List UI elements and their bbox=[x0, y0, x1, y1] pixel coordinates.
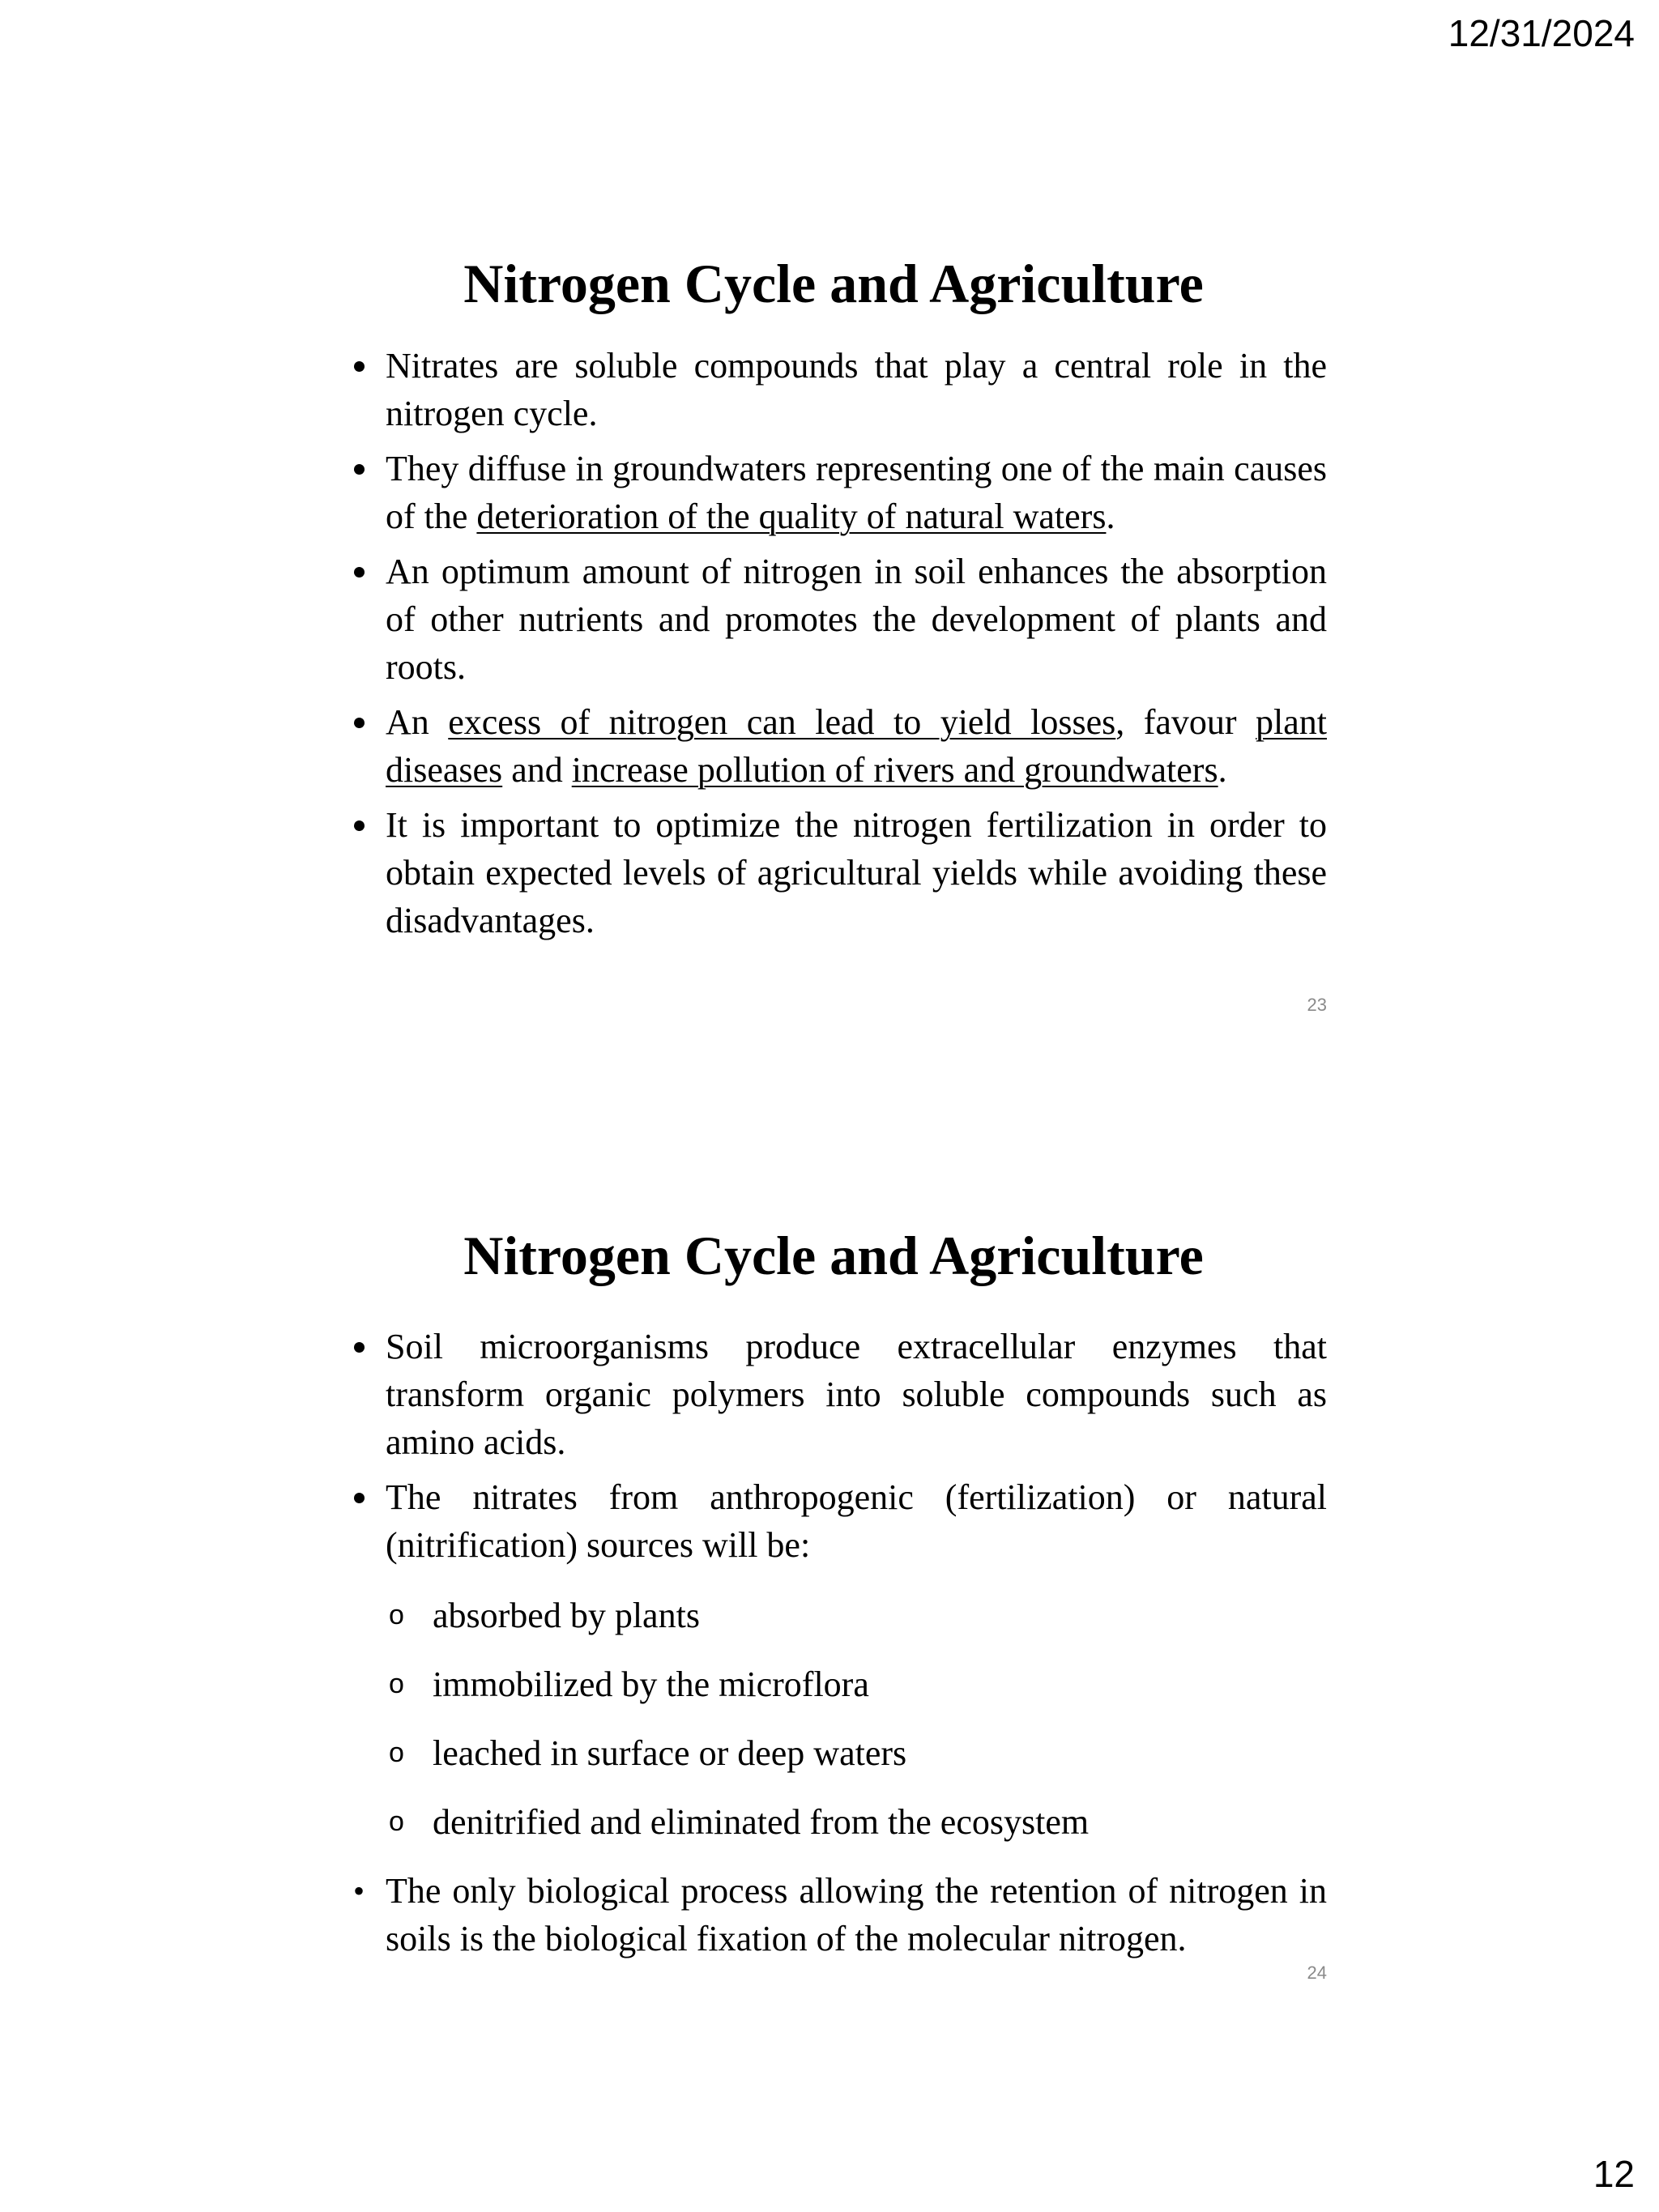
underlined-phrase: plant diseases bbox=[386, 702, 1328, 790]
underlined-phrase: deterioration of the quality of natural waters bbox=[476, 497, 1107, 536]
circle-bullet-icon: o bbox=[389, 1669, 404, 1699]
bullet-item bbox=[340, 1473, 1327, 1846]
bullet-text: Soil microorganisms produce extracellular enzymes that transform organic polymers into soluble compounds such as amino acids. bbox=[386, 1327, 1327, 1462]
slide-24 bbox=[340, 1219, 1327, 1997]
bullet-text: . bbox=[1106, 497, 1115, 536]
underlined-phrase: excess of nitrogen can lead to yield losses bbox=[448, 702, 1116, 742]
sub-bullet-item bbox=[343, 1660, 1327, 1708]
bullet-text: They diffuse in groundwaters representing one of the main causes of the bbox=[386, 449, 1327, 536]
circle-bullet-icon: o bbox=[389, 1600, 404, 1630]
bullet-list bbox=[340, 342, 1327, 952]
slide-number: 23 bbox=[1307, 995, 1327, 1015]
bullet-text: An bbox=[386, 702, 449, 742]
sub-bullet-item bbox=[343, 1592, 1327, 1639]
bullet-item bbox=[340, 1867, 1327, 1963]
sub-bullet-text: leached in surface or deep waters bbox=[433, 1733, 907, 1773]
slide-title: Nitrogen Cycle and Agriculture bbox=[463, 1225, 1204, 1286]
bullet-dot-icon bbox=[347, 342, 371, 390]
sub-bullet-text: immobilized by the microflora bbox=[433, 1664, 869, 1704]
bullet-dot-icon: • bbox=[352, 1873, 365, 1909]
circle-bullet-icon: o bbox=[389, 1737, 404, 1768]
bullet-item bbox=[340, 1323, 1327, 1466]
bullet-dot-icon bbox=[347, 548, 371, 595]
bullet-dot-icon bbox=[347, 801, 371, 849]
bullet-dot-icon bbox=[347, 1473, 371, 1521]
bullet-item bbox=[340, 548, 1327, 691]
sub-bullet-list bbox=[343, 1592, 1327, 1846]
bullet-list bbox=[340, 1323, 1327, 1970]
page-number: 12 bbox=[1593, 2153, 1635, 2195]
bullet-dot-icon bbox=[347, 1323, 371, 1370]
underlined-phrase: increase pollution of rivers and groundwaters bbox=[571, 750, 1218, 790]
circle-bullet-icon: o bbox=[389, 1806, 404, 1837]
slide-title: Nitrogen Cycle and Agriculture bbox=[463, 253, 1204, 314]
bullet-dot-icon bbox=[347, 445, 371, 492]
bullet-text: and bbox=[502, 750, 572, 790]
print-date: 12/31/2024 bbox=[1448, 12, 1635, 54]
bullet-item bbox=[340, 698, 1327, 794]
bullet-item bbox=[340, 801, 1327, 944]
bullet-dot-icon bbox=[347, 698, 371, 746]
sub-bullet-item bbox=[343, 1729, 1327, 1777]
slide-number: 24 bbox=[1307, 1963, 1327, 1983]
bullet-text: It is important to optimize the nitrogen fertilization in order to obtain expected levels of agricultural yields while avoiding these disadvantages. bbox=[386, 805, 1327, 940]
bullet-text: . bbox=[1218, 750, 1227, 790]
bullet-text: Nitrates are soluble compounds that play a central role in the nitrogen cycle. bbox=[386, 346, 1327, 433]
bullet-text: , favour bbox=[1115, 702, 1256, 742]
bullet-text: The nitrates from anthropogenic (fertilization) or natural (nitrification) sources will be: bbox=[386, 1477, 1327, 1565]
sub-bullet-item bbox=[343, 1798, 1327, 1846]
sub-bullet-text: absorbed by plants bbox=[433, 1596, 700, 1635]
bullet-text: An optimum amount of nitrogen in soil enhances the absorption of other nutrients and promotes the development of plants and roots. bbox=[386, 552, 1327, 687]
bullet-item bbox=[340, 342, 1327, 437]
sub-bullet-text: denitrified and eliminated from the ecosystem bbox=[433, 1802, 1090, 1842]
bullet-item bbox=[340, 445, 1327, 540]
slide-23 bbox=[340, 251, 1327, 1029]
bullet-text: The only biological process allowing the retention of nitrogen in soils is the biological fixation of the molecular nitrogen. bbox=[386, 1871, 1327, 1958]
